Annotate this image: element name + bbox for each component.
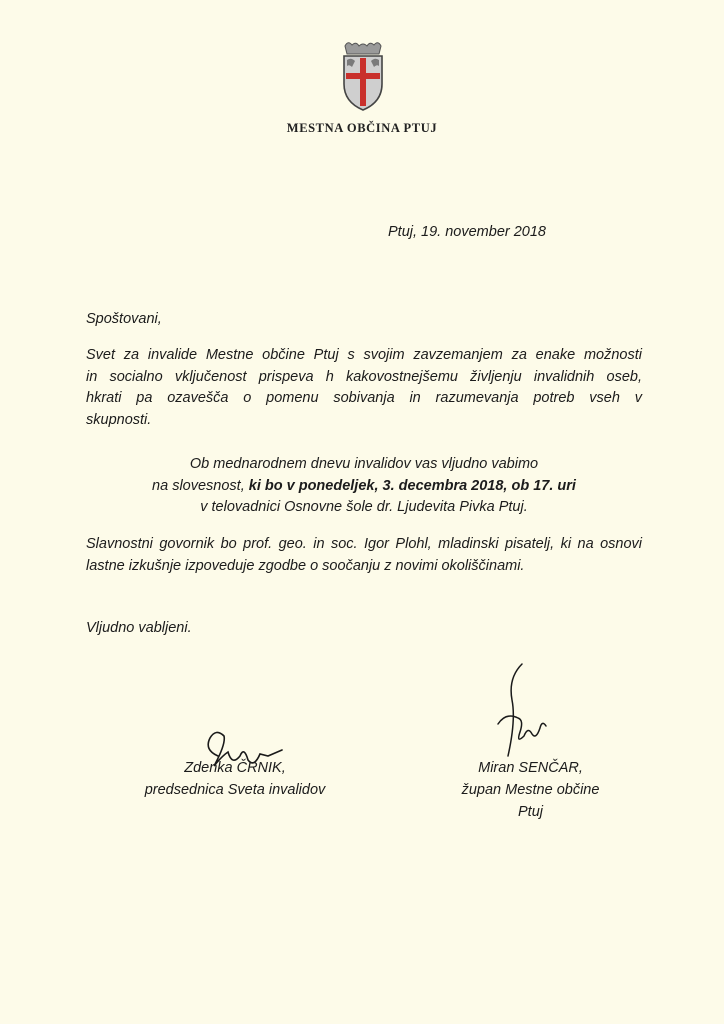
invitation-line	[86, 476, 642, 498]
signatory-name: Miran SENČAR,	[478, 760, 583, 776]
signatory-role: predsednica Sveta invalidov	[144, 782, 326, 798]
coat-of-arms-icon	[338, 40, 388, 112]
speaker-line: Slavnostni govornik bo prof. geo. in soc. Igor Plohl, mladinski pisatelj, ki na osnovi	[86, 536, 642, 552]
intro-line: skupnosti.	[86, 411, 152, 428]
signatory-name: Zdenka ČRNIK,	[184, 760, 286, 776]
intro-paragraph	[86, 345, 642, 431]
municipality-name: MESTNA OBČINA PTUJ	[286, 121, 438, 135]
intro-line: Svet za invalide Mestne občine Ptuj s svojim zavzemanjem za enake možnosti	[86, 347, 642, 363]
intro-line: hkrati pa ozavešča o pomenu sobivanja in razumevanja potreb vseh v	[86, 390, 642, 406]
invitation-line: v telovadnici Osnovne šole dr. Ljudevita Pivka Ptuj.	[200, 499, 528, 515]
invitation-event-time: ki bo v ponedeljek, 3. decembra 2018, ob 17. uri	[248, 477, 576, 494]
closing: Vljudno vabljeni.	[86, 620, 192, 636]
greeting: Spoštovani,	[86, 311, 162, 327]
letter-date: Ptuj, 19. november 2018	[388, 224, 546, 240]
invitation-prefix: na slovesnost,	[152, 477, 245, 494]
invitation-line: Ob mednarodnem dnevu invalidov vas vljudno vabimo	[189, 456, 539, 472]
signature-block-right	[448, 757, 613, 823]
signatory-role: župan Mestne občine Ptuj	[461, 782, 600, 820]
intro-line: in socialno vključenost prispeva h kakovostnejšemu življenju invalidnih oseb,	[86, 368, 642, 385]
invitation-paragraph	[86, 454, 642, 519]
signature-right-icon	[488, 660, 558, 770]
signature-block-left	[130, 757, 340, 801]
speaker-line: lastne izkušnje izpoveduje zgodbe o soočanju z novimi okoliščinami.	[86, 557, 525, 574]
speaker-paragraph	[86, 534, 642, 577]
